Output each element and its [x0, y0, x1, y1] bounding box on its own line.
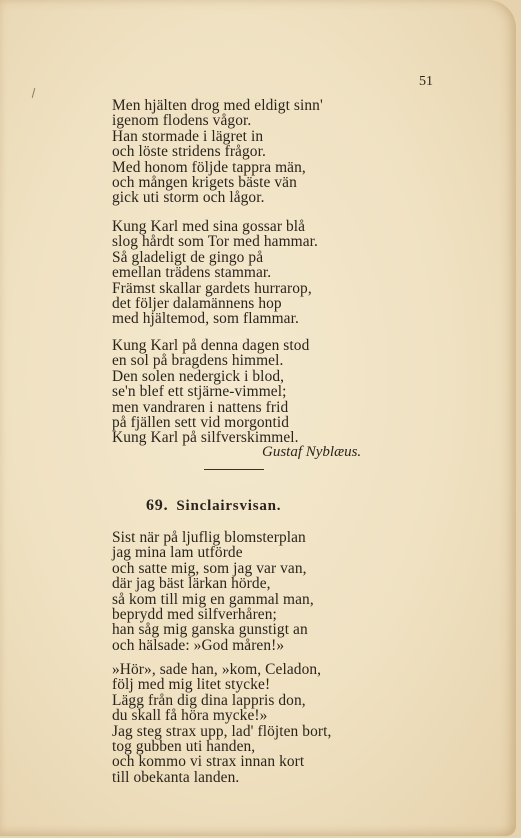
poem-line: tog gubben uti handen, — [112, 737, 256, 755]
author-attribution: Gustaf Nyblæus. — [262, 444, 362, 460]
poem-title: Sinclairsvisan. — [176, 498, 282, 514]
poem-line: Främst skallar gardets hurrarop, — [112, 279, 312, 297]
poem-line: »Hör», sade han, »kom, Celadon, — [112, 661, 322, 678]
poem-line: Han stormade i lägret in — [112, 127, 264, 145]
poem-line: Kung Karl på silfverskimmel. — [112, 429, 299, 447]
poem-line: Så gladeligt de gingo på — [112, 248, 264, 266]
poem-line: Lägg från dig dina lappris don, — [112, 691, 306, 709]
poem-line: till obekanta landen. — [112, 768, 240, 786]
poem-line: en sol på bragdens himmel. — [112, 352, 284, 370]
poem-line: Den solen nedergick i blod, — [112, 367, 285, 385]
poem-line: gick uti storm och lågor. — [112, 189, 265, 207]
poem-line: Kung Karl på denna dagen stod — [112, 337, 310, 354]
page-number: 51 — [419, 74, 433, 89]
poem-line: med hjältemod, som flammar. — [112, 310, 299, 328]
poem-line: på fjällen sett vid morgontid — [112, 413, 290, 431]
poem-line: och kommo vi strax innan kort — [112, 753, 305, 771]
poem-line: men vandraren i nattens frid — [112, 398, 289, 416]
poem-heading — [146, 497, 281, 515]
poem-line: det följer dalamännens hop — [112, 294, 282, 312]
stanza-3 — [112, 338, 412, 446]
poem-line: så kom till mig en gammal man, — [112, 590, 314, 608]
poem-line: Kung Karl med sina gossar blå — [112, 218, 306, 235]
poem-line: Sist när på ljuflig blomsterplan — [112, 529, 306, 546]
poem-line: slog hårdt som Tor med hammar. — [112, 233, 318, 251]
page-mark — [32, 88, 36, 98]
poem-line: och hälsade: »God måren!» — [112, 636, 285, 654]
poem-line: du skall få höra mycke!» — [112, 707, 268, 725]
poem-line: följ med mig litet stycke! — [112, 676, 271, 694]
poem-line: och löste stridens frågor. — [112, 143, 266, 161]
poem-number: 69. — [146, 497, 169, 514]
poem-line: Med honom följde tappra män, — [112, 158, 306, 176]
poem-line: han såg mig ganska gunstigt an — [112, 621, 308, 639]
section-divider — [204, 469, 264, 470]
stanza-2 — [112, 219, 412, 327]
poem-line: igenom flodens vågor. — [112, 112, 252, 130]
stanza-5 — [112, 662, 412, 785]
stanza-1 — [112, 98, 412, 206]
poem-line: Jag steg strax upp, lad' flöjten bort, — [112, 722, 332, 740]
poem-line: Men hjälten drog med eldigt sinn' — [112, 97, 323, 114]
poem-line: där jag bäst lärkan hörde, — [112, 575, 271, 593]
poem-line: emellan trädens stammar. — [112, 264, 272, 282]
poem-line: och satte mig, som jag var van, — [112, 559, 307, 577]
poem-line: och mången krigets bäste vän — [112, 173, 297, 191]
poem-line: jag mina lam utförde — [112, 544, 243, 562]
poem-line: beprydd med silfverhåren; — [112, 605, 277, 623]
poem-line: se'n blef ett stjärne-vimmel; — [112, 383, 287, 401]
stanza-4 — [112, 530, 412, 653]
